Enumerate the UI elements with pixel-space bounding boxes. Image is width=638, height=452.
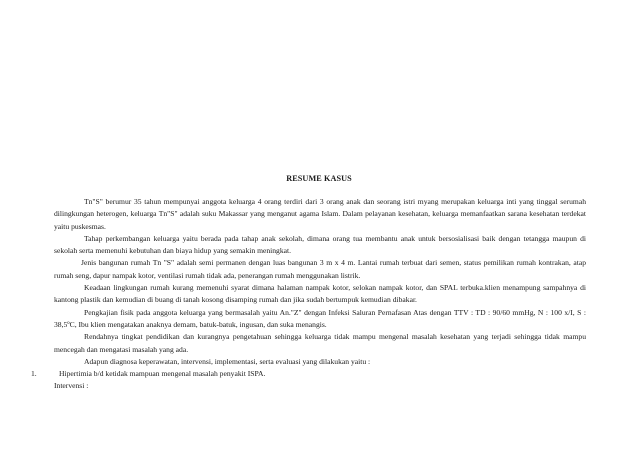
intervensi-label: Intervensi :	[54, 381, 89, 391]
paragraph-environment: Keadaan lingkungan rumah kurang memenuhi syarat dimana halaman nampak kotor, selokan nampak kotor, dan SPAL terbuka.klien menampung sampahnya di kantong plastik dan kemudian di buang di tanah kosong disamping rumah dan jika sudah bertumpuk kemudian dibakar.	[54, 283, 586, 305]
paragraph-family-profile: Tn"S" berumur 35 tahun mempunyai anggota keluarga 4 orang terdiri dari 3 orang anak dan seorang istri myang merupakan keluarga inti yang tinggal serumah dilingkungan heterogen, keluarga Tn"S" adalah suku Makassar yang menganut agama Islam. Dalam pelayanan kesehatan, keluarga memanfaatkan sarana kesehatan terdekat yaitu puskesmas.	[54, 197, 586, 231]
list-item-text: Hipertimia b/d ketidak mampuan mengenal masalah penyakit ISPA.	[59, 369, 266, 379]
paragraph-physical-exam: Pengkajian fisik pada anggota keluarga yang bermasalah yaitu An."Z" dengan Infeksi Saluran Pernafasan Atas dengan TTV : TD : 90/60 mmHg, N : 100 x/I, S : 38,5ºC, Ibu klien mengatakan anaknya demam, batuk-batuk, ingusan, dan suka menangis.	[54, 307, 586, 329]
paragraph-diagnosis-intro: Adapun diagnosa keperawatan, intervensi, implementasi, serta evaluasi yang dilakukan yaitu :	[84, 356, 371, 366]
paragraph-development-stage: Tahap perkembangan keluarga yaitu berada pada tahap anak sekolah, dimana orang tua membantu anak untuk bersosialisasi baik dengan tetangga maupun di sekolah serta memenuhi kebutuhan dan biaya hidup yang semakin meningkat.	[54, 233, 586, 256]
list-number: 1.	[31, 369, 37, 379]
document-title: RESUME KASUS	[286, 174, 352, 183]
paragraph-education: Rendahnya tingkat pendidikan dan kurangnya pengetahuan sehingga keluarga tidak mampu mengenal masalah kesehatan yang terjadi sehingga tidak mampu mencegah dan mengatasi masalah yang ada.	[54, 332, 586, 354]
diagnosis-list-item	[31, 368, 586, 380]
document-body	[31, 196, 586, 393]
paragraph-house-type: Jenis bangunan rumah Tn "S" adalah semi permanen dengan luas bangunan 3 m x 4 m. Lantai rumah terbuat dari semen, status pemilikan rumah kontrakan, atap rumah seng, dapur nampak kotor, ventilasi rumah tidak ada, penerangan rumah menggunakan listrik.	[54, 258, 586, 280]
